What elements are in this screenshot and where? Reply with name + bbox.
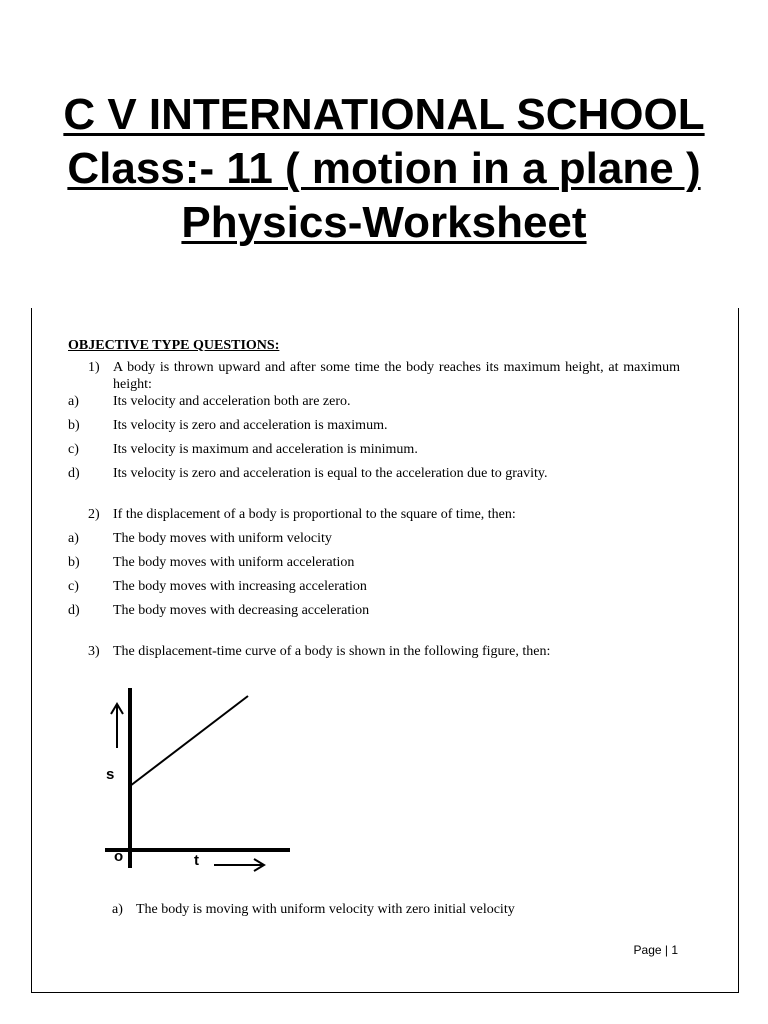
page-number: Page | 1 [633, 943, 678, 957]
option-label: b) [68, 555, 80, 570]
worksheet-title [0, 88, 768, 250]
option-label: d) [68, 603, 80, 618]
option-text: The body moves with uniform acceleration [113, 555, 355, 570]
option-1a [68, 393, 680, 410]
graph-svg [100, 688, 300, 878]
option-text: The body is moving with uniform velocity with zero initial velocity [136, 902, 515, 917]
option-label: b) [68, 418, 80, 433]
option-2c [68, 578, 680, 595]
option-label: c) [68, 442, 79, 457]
graph-line [130, 696, 248, 786]
option-text: Its velocity and acceleration both are zero. [113, 394, 351, 409]
option-1c [68, 441, 680, 458]
option-text: Its velocity is maximum and acceleration is minimum. [113, 442, 418, 457]
option-text: The body moves with decreasing acceleration [113, 603, 370, 618]
question-number: 1) [88, 360, 100, 375]
school-name: C V INTERNATIONAL SCHOOL [63, 90, 705, 139]
option-1d [68, 465, 680, 482]
option-2a [68, 530, 680, 547]
question-text: A body is thrown upward and after some time the body reaches its maximum height, at maximum height: [113, 360, 680, 392]
option-label: a) [68, 394, 79, 409]
option-text: The body moves with increasing acceleration [113, 579, 367, 594]
x-axis-label: t [194, 852, 199, 869]
question-number: 2) [88, 507, 100, 522]
question-3 [88, 643, 680, 660]
question-2 [88, 506, 680, 523]
option-2d [68, 602, 680, 619]
option-text: The body moves with uniform velocity [113, 531, 332, 546]
option-text: Its velocity is zero and acceleration is maximum. [113, 418, 388, 433]
option-3a [112, 902, 672, 918]
displacement-time-graph [100, 688, 300, 878]
question-1 [88, 359, 680, 393]
option-label: a) [112, 902, 123, 917]
class-line: Class:- 11 ( motion in a plane ) [67, 144, 701, 193]
y-axis-label: s [106, 766, 115, 783]
option-2b [68, 554, 680, 571]
option-label: d) [68, 466, 80, 481]
option-label: a) [68, 531, 79, 546]
option-1b [68, 417, 680, 434]
question-text: If the displacement of a body is proportional to the square of time, then: [113, 507, 516, 522]
origin-label: o [114, 848, 124, 865]
option-text: Its velocity is zero and acceleration is equal to the acceleration due to gravity. [113, 466, 548, 481]
question-number: 3) [88, 644, 100, 659]
questions-content [68, 337, 680, 660]
question-text: The displacement-time curve of a body is shown in the following figure, then: [113, 644, 551, 659]
option-label: c) [68, 579, 79, 594]
worksheet-name: Physics-Worksheet [181, 198, 587, 247]
section-heading: OBJECTIVE TYPE QUESTIONS: [68, 338, 280, 353]
